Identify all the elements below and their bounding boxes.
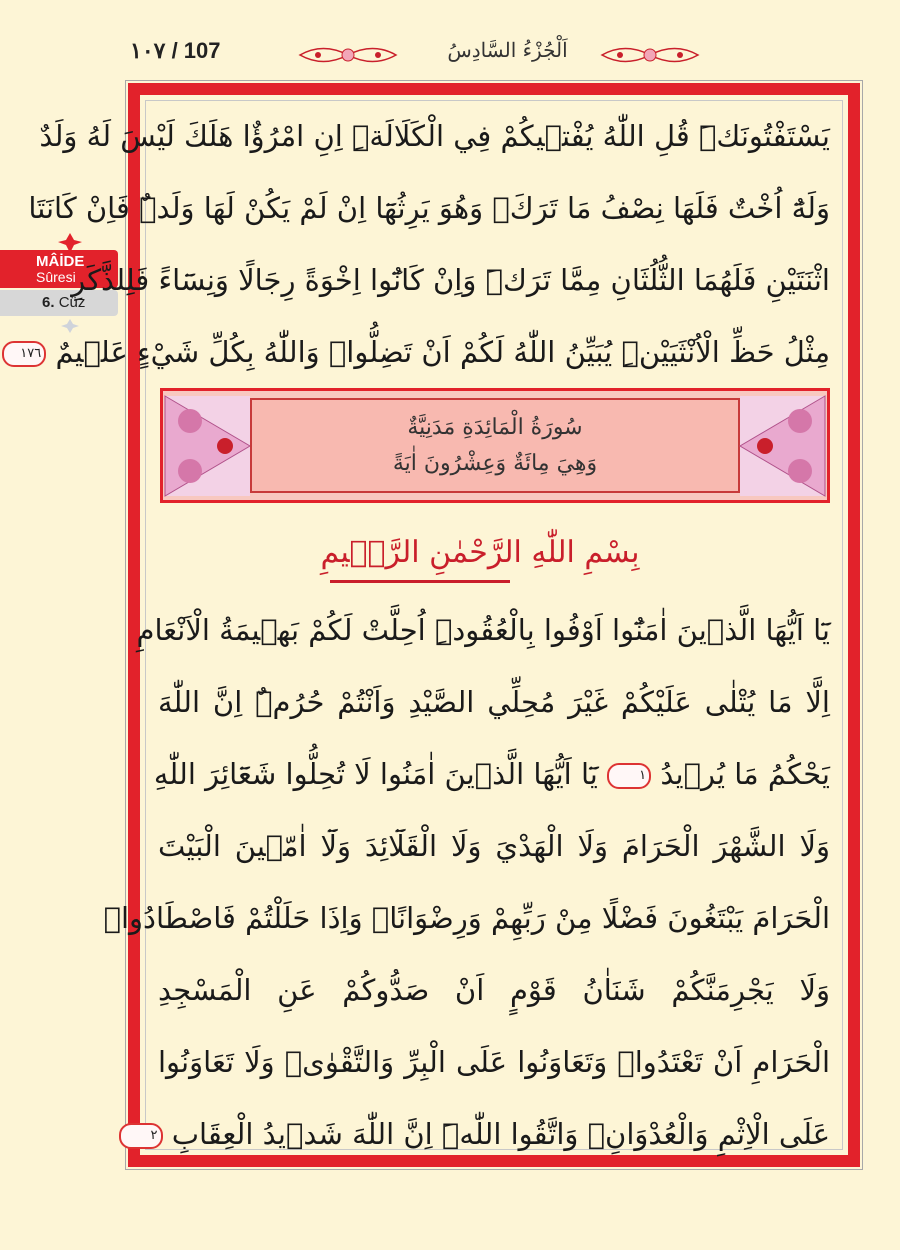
basmala: بِسْمِ اللّٰهِ الرَّحْمٰنِ الرَّح۪يمِ [320,535,640,570]
surah-title: سُورَةُ الْمَائِدَةِ مَدَنِيَّةٌ [407,414,583,440]
verse-text: يَحْكُمُ مَا يُر۪يدُ [660,757,830,791]
surah-title-panel [250,398,740,493]
verse-line [150,1104,830,1164]
verse-line: اِلَّا مَا يُتْلٰى عَلَيْكُمْ غَيْرَ مُحِلِّي الصَّيْدِ وَاَنْتُمْ حُرُمٌۜ اِنَّ اللّٰهَ [158,685,830,719]
verse-line: وَلَا يَجْرِمَنَّكُمْ شَنَاٰنُ قَوْمٍ اَنْ صَدُّوكُمْ عَنِ الْمَسْجِدِ [158,973,830,1007]
verse-line: الْحَرَامَ يَبْتَغُونَ فَضْلًا مِنْ رَبِّهِمْ وَرِضْوَانًاۜ وَاِذَا حَلَلْتُمْ فَاصْطَادُواۜ [103,901,830,935]
juz-title: اَلْجُزْءُ السَّادِسُ [447,38,568,62]
surah-verse-count: وَهِيَ مِائَةٌ وَعِشْرُونَ اٰيَةً [392,450,598,476]
header-ornament-right-icon [600,40,700,70]
basmala-underline [330,580,510,583]
floral-ornament-left-icon [165,396,250,496]
surah-name: MÂİDE [36,253,85,270]
ayah-number-marker: ١ [607,763,651,789]
juz-number: 6. [42,294,55,311]
verse-line [20,322,830,382]
header-ornament-left-icon [298,40,398,70]
verse-line [153,744,830,804]
verse-line: الْحَرَامِ اَنْ تَعْتَدُواۢ وَتَعَاوَنُوا عَلَى الْبِرِّ وَالتَّقْوٰىۖ وَلَا تَعَاوَنُوا [158,1045,830,1079]
verse-line: وَلَهُٓ اُخْتٌ فَلَهَا نِصْفُ مَا تَرَكَۚ وَهُوَ يَرِثُهَٓا اِنْ لَمْ يَكُنْ لَهَا وَلَدٌۜ فَاِنْ كَانَتَا [28,191,830,225]
page-header [0,0,900,80]
surah-label: Sûresi [36,269,76,285]
juz-label: Cüz [58,294,86,311]
floral-ornament-right-icon [740,396,825,496]
ayah-number-marker: ١٧٦ [2,341,46,367]
verse-line: يَٓا اَيُّهَا الَّذ۪ينَ اٰمَنُٓوا اَوْفُوا بِالْعُقُودِۜ اُحِلَّتْ لَكُمْ بَه۪يمَةُ الْاَنْعَامِ [136,613,830,647]
verse-text: عَلَى الْاِثْمِ وَالْعُدْوَانِۖ وَاتَّقُوا اللّٰهَۜ اِنَّ اللّٰهَ شَد۪يدُ الْعِقَابِ [171,1117,830,1151]
ayah-number-marker: ٢ [119,1123,163,1149]
verse-text: يَٓا اَيُّهَا الَّذ۪ينَ اٰمَنُوا لَا تُحِلُّوا شَعَٓائِرَ اللّٰهِ [153,757,598,791]
page-number: ١٠٧ / 107 [130,38,221,63]
verse-line: اثْنَتَيْنِ فَلَهُمَا الثُّلُثَانِ مِمَّا تَرَكَۜ وَاِنْ كَانُٓوا اِخْوَةً رِجَالًا وَنِسَٓاءً فَلِلذَّكَرِ [71,263,830,297]
verse-line: وَلَا الشَّهْرَ الْحَرَامَ وَلَا الْهَدْيَ وَلَا الْقَلَٓائِدَ وَلَٓا اٰمّ۪ينَ الْبَيْتَ [158,829,830,863]
verse-text: مِثْلُ حَظِّ الْاُنْثَيَيْنِۜ يُبَيِّنُ اللّٰهُ لَكُمْ اَنْ تَضِلُّواۜ وَاللّٰهُ بِكُلِّ شَيْءٍ عَل۪يمٌ [55,335,830,369]
verse-line: يَسْتَفْتُونَكَۜ قُلِ اللّٰهُ يُفْت۪يكُمْ فِي الْكَلَالَةِۜ اِنِ امْرُؤٌا هَلَكَ لَيْسَ لَهُ وَلَدٌ [39,119,830,153]
